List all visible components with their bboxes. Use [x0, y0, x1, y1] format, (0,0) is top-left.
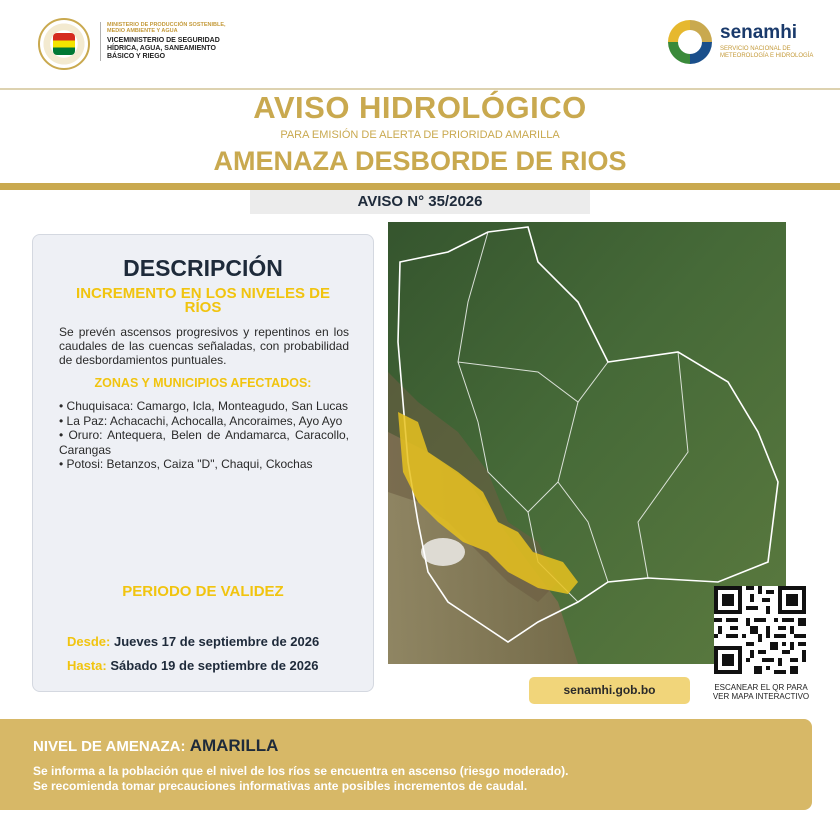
threat-level-label: NIVEL DE AMENAZA: — [33, 738, 186, 755]
title-divider — [0, 183, 840, 190]
validity-from — [67, 634, 367, 649]
list-item: • Chuquisaca: Camargo, Icla, Monteagudo, San Lucas — [59, 399, 349, 413]
threat-level-value: AMARILLA — [189, 736, 279, 755]
description-text: Se prevén ascensos progresivos y repentinos en los caudales de las cuencas señaladas, con probabilidad de desbordamientos puntuales. — [59, 325, 349, 367]
aviso-number: AVISO N° 35/2026 — [250, 190, 590, 214]
bolivia-coat-of-arms-icon — [38, 18, 90, 70]
header — [0, 0, 840, 88]
description-subheading: INCREMENTO EN LOS NIVELES DE RÍOS — [76, 285, 330, 316]
brand-name: senamhi — [720, 22, 798, 43]
page-title: AVISO HIDROLÓGICO — [253, 90, 587, 125]
qr-code[interactable] — [714, 586, 806, 674]
validity-heading: PERIODO DE VALIDEZ — [122, 583, 284, 600]
senamhi-brand — [720, 22, 815, 60]
salt-flat-shape — [421, 538, 465, 566]
ministry-block — [100, 22, 237, 61]
viceministry-name: VICEMINISTERIO DE SEGURIDAD HÍDRICA, AGUA, SANEAMIENTO BÁSICO Y RIEGO — [107, 37, 220, 60]
qr-code-icon — [714, 586, 806, 674]
description-heading: DESCRIPCIÓN — [123, 255, 283, 281]
list-item: • Potosi: Betanzos, Caiza "D", Chaqui, Ckochas — [59, 457, 313, 471]
website-link[interactable]: senamhi.gob.bo — [529, 677, 690, 704]
threat-level — [33, 736, 278, 756]
description-card — [32, 234, 374, 692]
threat-level-band — [0, 719, 812, 810]
threat-title: AMENAZA DESBORDE DE RIOS — [213, 146, 627, 176]
from-label: Desde: — [67, 634, 111, 649]
threat-message-line: Se informa a la población que el nivel de los ríos se encuentra en ascenso (riesgo moderado). — [33, 764, 569, 778]
from-value: Jueves 17 de septiembre de 2026 — [113, 634, 320, 649]
senamhi-logo-icon — [668, 20, 712, 64]
validity-to — [67, 658, 367, 673]
list-item: • La Paz: Achacachi, Achocalla, Ancoraimes, Ayo Ayo — [59, 413, 343, 428]
threat-message — [33, 764, 793, 794]
zones-heading: ZONAS Y MUNICIPIOS AFECTADOS: — [94, 376, 312, 390]
list-item: • Oruro: Antequera, Belen de Andamarca, Caracollo, Carangas — [59, 428, 349, 457]
brand-subtitle: SERVICIO NACIONAL DE METEOROLOGÍA E HIDROLOGÍA — [720, 46, 814, 59]
qr-caption: ESCANEAR EL QR PARA VER MAPA INTERACTIVO — [712, 683, 810, 701]
zones-list — [59, 399, 349, 472]
to-value: Sábado 19 de septiembre de 2026 — [110, 658, 319, 673]
page-subtitle: PARA EMISIÓN DE ALERTA DE PRIORIDAD AMARILLA — [280, 129, 560, 141]
to-label: Hasta: — [67, 658, 107, 673]
threat-message-line: Se recomienda tomar precauciones informativas ante posibles incrementos de caudal. — [33, 779, 528, 793]
ministry-name: MINISTERIO DE PRODUCCIÓN SOSTENIBLE, MEDIO AMBIENTE Y AGUA — [107, 22, 226, 34]
